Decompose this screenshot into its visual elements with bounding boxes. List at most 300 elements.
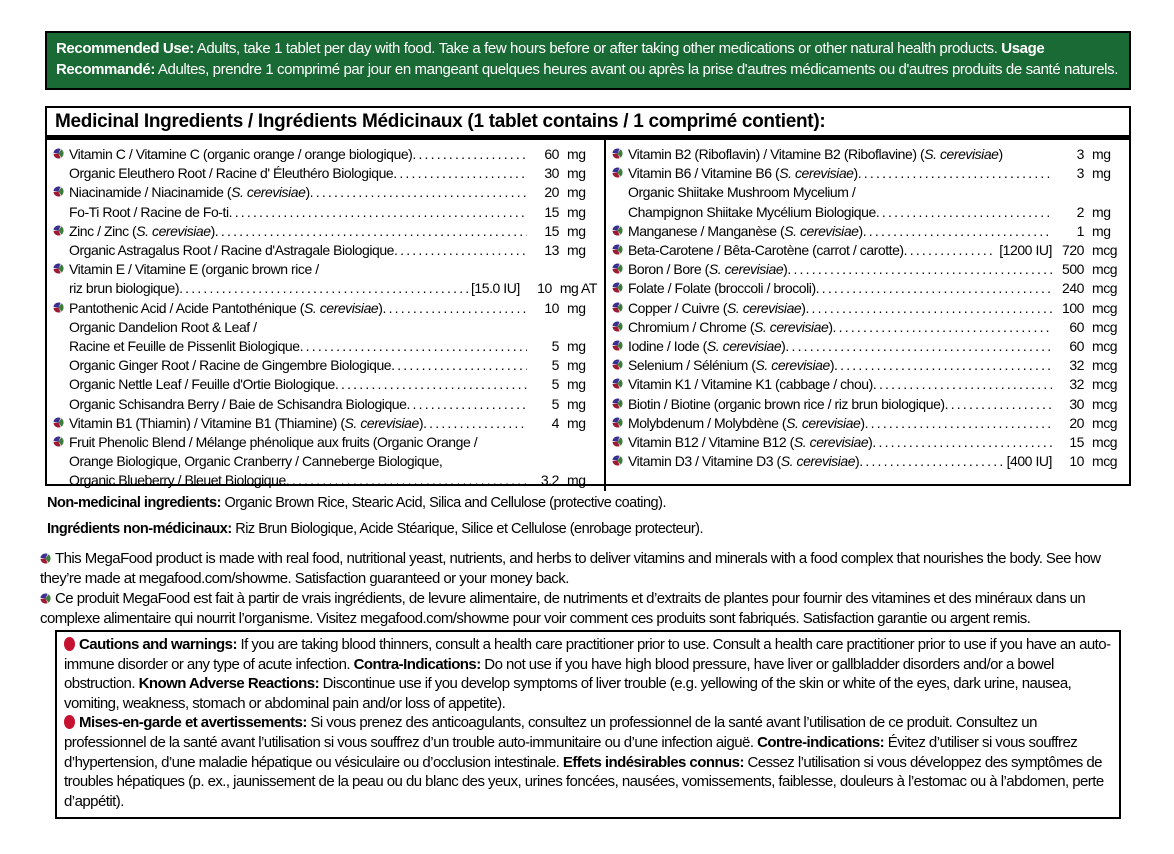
dot-leader xyxy=(865,414,1052,433)
ingredient-name xyxy=(628,395,945,414)
text-run: ) xyxy=(868,434,873,451)
megafood-flower-icon xyxy=(612,244,623,255)
text-run: Copper / Cuivre ( xyxy=(628,299,727,316)
ingredient-column-right xyxy=(604,140,1129,491)
megafood-flower-icon xyxy=(53,417,64,428)
text-run: Vitamin E / Vitamine E (organic brown rice / xyxy=(69,261,319,278)
text-run: Mises-en-garde et avertissements: xyxy=(79,714,307,732)
ingredient-name xyxy=(69,452,442,471)
text-run: Zinc / Zinc ( xyxy=(69,222,137,239)
recommended-use-fr-label: Usage Recommandé: xyxy=(56,40,1045,78)
ingredient-unit: mg xyxy=(567,165,586,182)
caution-paragraph xyxy=(64,635,1112,713)
ingredient-row xyxy=(612,203,1122,222)
ingredient-row xyxy=(53,395,597,414)
text-run: Ce produit MegaFood est fait à partir de vrais ingrédients, de levure alimentaire, de nutriments et d’extraits de plantes pour fournir des vitamines et des minéraux dans un complexe alimentaire qui nourrit l’organisme. Visitez megafood.com/showme pour voir comment ces produits sont fabriqués. Satisfaction garantie ou argent remis. xyxy=(40,590,1086,627)
ingredient-amount: 5 xyxy=(551,338,559,355)
ingredient-unit: mg xyxy=(1092,203,1111,220)
ingredient-unit: mg xyxy=(567,222,586,239)
row-icon-gutter xyxy=(612,452,628,471)
non-medicinal-en xyxy=(47,495,1137,511)
ingredient-unit: mg xyxy=(1092,146,1111,162)
row-icon-gutter xyxy=(53,222,69,241)
ingredient-name xyxy=(69,260,319,279)
ingredient-name xyxy=(628,260,787,279)
text-run: Si vous prenez des anticoagulants, consultez un professionnel de la santé avant l’utilisation de ce produit. Consultez un professionnel de la santé avant l’utilisation si vous souffrez d’un trouble auto-immunitaire ou d’une infection aiguë. xyxy=(64,714,1037,751)
text-run: Biotin / Biotine (organic brown rice / riz brun biologique) xyxy=(628,395,945,412)
ingredient-amount: 2 xyxy=(1076,203,1084,220)
text-run: Folate / Folate (broccoli / brocoli) xyxy=(628,280,816,297)
megafood-flower-icon xyxy=(612,225,623,236)
text-run: ) xyxy=(210,222,215,239)
megafood-flower-icon xyxy=(612,321,623,332)
dot-leader xyxy=(873,375,1052,394)
iu-bracket-value: [1200 IU] xyxy=(999,242,1052,259)
row-icon-gutter xyxy=(53,145,69,164)
ingredient-row xyxy=(612,222,1122,241)
megafood-flower-icon xyxy=(53,436,64,447)
row-icon-gutter xyxy=(53,433,69,452)
ingredient-row xyxy=(53,145,597,164)
ingredient-name xyxy=(628,145,1003,164)
ingredient-unit: mcg xyxy=(1092,434,1118,451)
text-run: Organic Dandelion Root & Leaf / xyxy=(69,318,257,335)
recommended-use-fr-text: Adultes, prendre 1 comprimé par jour en mangeant quelques heures avant ou après la prise d'autres médicaments ou d'autres produits de santé naturels. xyxy=(154,60,1118,78)
text-run: ) xyxy=(801,299,806,316)
ingredient-row xyxy=(612,452,1122,471)
ingredient-row xyxy=(53,337,597,356)
ingredient-name xyxy=(628,433,872,452)
ingredient-name xyxy=(69,375,335,394)
ingredient-name xyxy=(628,452,859,471)
row-icon-gutter xyxy=(53,183,69,202)
dot-leader xyxy=(300,337,527,356)
ingredient-name xyxy=(69,337,300,356)
dot-leader xyxy=(876,203,1052,222)
text-run: Organic Shiitake Mushroom Mycelium / xyxy=(628,184,856,201)
megafood-flower-icon xyxy=(612,455,623,466)
ingredient-row xyxy=(612,337,1122,356)
dot-leader xyxy=(872,433,1052,452)
text-run: S. cerevisiae xyxy=(786,414,861,431)
dot-leader xyxy=(787,260,1052,279)
ingredient-unit: mcg xyxy=(1092,280,1118,297)
row-icon-gutter xyxy=(53,260,69,279)
medicinal-ingredients-panel xyxy=(45,106,1131,489)
dot-leader xyxy=(179,279,468,298)
ingredient-unit: mg xyxy=(567,146,586,162)
dot-leader xyxy=(816,279,1052,298)
row-icon-gutter xyxy=(612,241,628,260)
ingredient-unit: mcg xyxy=(1092,261,1118,278)
ingredient-amount: 20 xyxy=(1069,414,1084,431)
ingredient-unit: mcg xyxy=(1092,357,1118,374)
ingredient-row xyxy=(612,299,1122,318)
row-icon-gutter xyxy=(612,279,628,298)
text-run: Orange Biologique, Organic Cranberry / Canneberge Biologique, xyxy=(69,453,443,470)
text-run: Fruit Phenolic Blend / Mélange phénolique aux fruits (Organic Orange / xyxy=(69,434,478,451)
text-run: Manganese / Manganèse ( xyxy=(628,222,785,239)
non-medicinal-fr-text: Riz Brun Biologique, Acide Stéarique, Silice et Cellulose (enrobage protecteur). xyxy=(231,521,703,537)
text-run: ) xyxy=(781,338,786,355)
dot-leader xyxy=(904,241,997,260)
ingredient-amount: 1 xyxy=(1076,222,1084,239)
text-run: ) xyxy=(305,184,310,201)
ingredient-unit: mcg xyxy=(1092,299,1118,316)
ingredient-name xyxy=(69,241,394,260)
ingredient-row xyxy=(612,164,1122,183)
ingredient-amount: 3.2 xyxy=(540,472,559,489)
ingredient-unit: mg xyxy=(567,395,586,412)
text-run: Contre-indications: xyxy=(757,733,885,751)
ingredient-row xyxy=(612,414,1122,433)
ingredient-unit: mg AT xyxy=(559,280,597,297)
ingredient-amount: 32 xyxy=(1069,357,1084,374)
megafood-note xyxy=(40,589,1140,628)
dot-leader xyxy=(833,318,1052,337)
dot-leader xyxy=(382,299,527,318)
ingredient-unit: mg xyxy=(567,184,586,201)
non-medicinal-fr xyxy=(47,521,1137,537)
ingredient-name xyxy=(69,203,229,222)
row-icon-gutter xyxy=(612,145,628,164)
text-run: Vitamin B2 (Riboflavin) / Vitamine B2 (Riboflavine) ( xyxy=(628,146,925,162)
text-run: Vitamin D3 / Vitamine D3 ( xyxy=(628,453,781,470)
ingredient-amount: 240 xyxy=(1061,280,1084,297)
ingredient-row xyxy=(612,433,1122,452)
text-run: Chromium / Chrome ( xyxy=(628,318,755,335)
text-run: Organic Eleuthero Root / Racine d' Éleuthéro Biologique xyxy=(69,165,394,182)
iu-bracket-value: [15.0 IU] xyxy=(470,280,520,297)
ingredient-amount: 60 xyxy=(1069,318,1084,335)
ingredient-unit: mg xyxy=(1092,222,1111,239)
ingredient-name xyxy=(628,337,785,356)
ingredient-amount: 15 xyxy=(544,222,559,239)
dot-leader xyxy=(805,299,1052,318)
ingredient-unit: mg xyxy=(567,376,586,393)
row-icon-gutter xyxy=(612,318,628,337)
ingredient-name xyxy=(628,164,858,183)
ingredient-row xyxy=(612,375,1122,394)
ingredient-amount: 15 xyxy=(544,203,559,220)
dot-leader xyxy=(391,356,527,375)
dot-leader xyxy=(229,203,527,222)
dot-leader xyxy=(785,337,1052,356)
text-run: riz brun biologique) xyxy=(69,280,180,297)
megafood-flower-icon xyxy=(612,378,623,389)
ingredient-name xyxy=(69,433,477,452)
dot-leader xyxy=(859,452,1003,471)
ingredient-name xyxy=(628,375,873,394)
megafood-flower-icon xyxy=(53,263,64,274)
text-run: Beta-Carotene / Bêta-Carotène (carrot / carotte) xyxy=(628,242,904,259)
megafood-flower-icon xyxy=(53,225,64,236)
dot-leader xyxy=(310,183,527,202)
ingredient-unit: mg xyxy=(567,338,586,355)
dot-leader xyxy=(412,145,527,164)
ingredient-row xyxy=(612,241,1122,260)
text-run: S. cerevisiae xyxy=(754,318,829,335)
ingredient-name xyxy=(69,395,406,414)
ingredient-row xyxy=(612,395,1122,414)
ingredient-name xyxy=(628,203,876,222)
text-run: Organic Schisandra Berry / Baie de Schisandra Biologique xyxy=(69,395,407,412)
ingredient-unit: mg xyxy=(567,414,586,431)
ingredient-column-left xyxy=(47,140,604,491)
megafood-flower-icon xyxy=(612,282,623,293)
megafood-flower-icon xyxy=(53,148,64,159)
text-run: S. cerevisiae xyxy=(136,222,211,239)
megafood-flower-icon xyxy=(612,302,623,313)
megafood-flower-icon xyxy=(612,436,623,447)
text-run: ) xyxy=(828,318,833,335)
ingredient-unit: mg xyxy=(567,299,586,316)
recommended-use-en xyxy=(56,40,998,57)
text-run: Iodine / Iode ( xyxy=(628,338,707,355)
ingredient-unit: mg xyxy=(567,472,586,489)
ingredient-row xyxy=(53,318,597,337)
text-run: Molybdenum / Molybdène ( xyxy=(628,414,787,431)
ingredient-name xyxy=(69,183,310,202)
ingredient-name xyxy=(628,183,855,202)
iu-bracket-value: [400 IU] xyxy=(1006,453,1052,470)
ingredient-row xyxy=(53,356,597,375)
row-icon-gutter xyxy=(612,395,628,414)
warning-bullet-icon xyxy=(64,715,75,729)
megafood-flower-icon xyxy=(612,148,623,159)
dot-leader xyxy=(394,241,527,260)
caution-paragraph xyxy=(64,713,1112,811)
megafood-note xyxy=(40,549,1140,588)
ingredient-row xyxy=(53,299,597,318)
ingredient-unit: mg xyxy=(567,242,586,259)
dot-leader xyxy=(945,395,1052,414)
ingredient-amount: 30 xyxy=(544,165,559,182)
text-run: Organic Ginger Root / Racine de Gingembre Biologique xyxy=(69,357,392,374)
ingredient-name xyxy=(628,299,805,318)
megafood-flower-icon xyxy=(612,417,623,428)
cautions-box xyxy=(55,630,1121,819)
text-run: If you are taking blood thinners, consult a health care practitioner prior to use. Consult a health care practitioner prior to use if you have an auto-immune disorder or any type of acute infection. xyxy=(64,636,1111,673)
ingredient-name xyxy=(69,279,179,298)
ingredient-row xyxy=(53,471,597,490)
ingredient-unit: mg xyxy=(567,203,586,220)
ingredient-name xyxy=(69,318,257,337)
text-run: Pantothenic Acid / Acide Pantothénique ( xyxy=(69,299,304,316)
ingredient-amount: 5 xyxy=(551,395,559,412)
text-run: S. cerevisiae xyxy=(726,299,802,316)
text-run: ) xyxy=(829,357,835,374)
text-run: S. cerevisiae xyxy=(779,165,854,182)
text-run: Vitamin B1 (Thiamin) / Vitamine B1 (Thiamine) ( xyxy=(69,414,345,431)
text-run: S. cerevisiae xyxy=(755,357,830,374)
ingredient-name xyxy=(69,471,286,490)
dot-leader xyxy=(406,395,527,414)
row-icon-gutter xyxy=(612,414,628,433)
ingredient-row xyxy=(53,433,597,452)
row-icon-gutter xyxy=(612,356,628,375)
text-run: ) xyxy=(853,165,858,182)
text-run: S. cerevisiae xyxy=(924,146,999,162)
ingredient-row xyxy=(612,279,1122,298)
row-icon-gutter xyxy=(612,222,628,241)
ingredient-name xyxy=(628,356,834,375)
text-run: S. cerevisiae xyxy=(231,184,306,201)
megafood-flower-icon xyxy=(53,186,64,197)
text-run: Contra-Indications: xyxy=(353,655,481,673)
megafood-flower-icon xyxy=(612,340,623,351)
text-run: S. cerevisiae xyxy=(344,414,419,431)
row-icon-gutter xyxy=(612,337,628,356)
recommended-use-banner xyxy=(45,31,1131,90)
medicinal-ingredients-title: Medicinal Ingredients / Ingrédients Médicinaux (1 tablet contains / 1 comprimé contient): xyxy=(55,111,826,132)
ingredient-name xyxy=(628,222,863,241)
ingredient-row xyxy=(53,375,597,394)
ingredient-unit: mcg xyxy=(1092,414,1118,431)
megafood-flower-icon xyxy=(53,302,64,313)
ingredient-unit: mcg xyxy=(1092,453,1118,470)
ingredient-amount: 10 xyxy=(537,280,552,297)
text-run: ) xyxy=(378,299,383,316)
non-medicinal-en-label: Non-medicinal ingredients: xyxy=(47,495,221,511)
row-icon-gutter xyxy=(612,433,628,452)
megafood-flower-icon xyxy=(40,553,51,564)
recommended-use-en-label: Recommended Use: xyxy=(56,40,194,57)
ingredient-amount: 30 xyxy=(1069,395,1084,412)
text-run: Organic Nettle Leaf / Feuille d'Ortie Biologique xyxy=(69,376,335,393)
ingredient-amount: 60 xyxy=(544,146,559,162)
text-run: ) xyxy=(855,453,860,470)
ingredient-row xyxy=(53,452,597,471)
ingredient-amount: 15 xyxy=(1069,434,1084,451)
ingredient-row xyxy=(53,414,597,433)
dot-leader xyxy=(215,222,527,241)
dot-leader xyxy=(834,356,1052,375)
ingredient-row xyxy=(53,260,597,279)
megafood-flower-icon xyxy=(612,398,623,409)
ingredient-name xyxy=(628,414,865,433)
ingredient-name xyxy=(69,164,393,183)
text-run: Known Adverse Reactions: xyxy=(138,675,320,693)
text-run: Racine et Feuille de Pissenlit Biologique xyxy=(69,338,300,355)
text-run: ) xyxy=(783,261,788,278)
ingredient-amount: 13 xyxy=(544,242,559,259)
text-run: Effets indésirables connus: xyxy=(562,753,744,771)
text-run: S. cerevisiae xyxy=(706,338,782,355)
ingredient-name xyxy=(69,414,423,433)
ingredient-name xyxy=(628,279,816,298)
ingredient-amount: 10 xyxy=(1069,453,1084,470)
dot-leader xyxy=(863,222,1052,241)
ingredient-unit: mcg xyxy=(1092,376,1118,393)
ingredient-amount: 60 xyxy=(1069,338,1084,355)
dot-leader xyxy=(286,471,527,490)
text-run: S. cerevisiae xyxy=(780,453,856,470)
megafood-flower-icon xyxy=(40,593,51,604)
ingredient-amount: 500 xyxy=(1061,261,1084,278)
ingredient-unit: mcg xyxy=(1092,242,1118,259)
row-icon-gutter xyxy=(612,260,628,279)
ingredient-unit: mcg xyxy=(1092,395,1118,412)
ingredient-unit: mcg xyxy=(1092,318,1118,335)
text-run: Do not use if you have high blood pressure, have liver or gallbladder disorders and/or a bowel obstruction. xyxy=(64,655,1054,693)
dot-leader xyxy=(335,375,527,394)
ingredient-row xyxy=(53,183,597,202)
ingredient-name xyxy=(628,318,833,337)
ingredient-row xyxy=(612,183,1122,202)
text-run: Organic Astragalus Root / Racine d'Astragale Biologique xyxy=(69,242,395,259)
ingredient-row xyxy=(53,164,597,183)
megafood-notes xyxy=(40,549,1140,629)
text-run: Selenium / Sélénium ( xyxy=(628,357,756,374)
text-run: Vitamin B12 / Vitamine B12 ( xyxy=(628,434,794,451)
text-run: Champignon Shiitake Mycélium Biologique xyxy=(628,203,876,220)
ingredient-amount: 10 xyxy=(544,299,559,316)
dot-leader xyxy=(393,164,527,183)
ingredient-unit: mg xyxy=(1092,165,1111,182)
ingredient-name xyxy=(628,241,904,260)
ingredient-amount: 4 xyxy=(551,414,559,431)
row-icon-gutter xyxy=(612,164,628,183)
ingredient-row xyxy=(612,260,1122,279)
ingredient-row xyxy=(612,145,1122,164)
dot-leader xyxy=(423,414,527,433)
ingredient-amount: 720 xyxy=(1061,242,1084,259)
row-icon-gutter xyxy=(53,299,69,318)
text-run: Discontinue use if you develop symptoms of liver trouble (e.g. yellowing of the skin or white of the eyes, dark urine, nausea, vomiting, weakness, stomach or abdominal pain and/or loss of appetite). xyxy=(64,675,1072,712)
text-run: Vitamin B6 / Vitamine B6 ( xyxy=(628,165,780,182)
ingredient-amount: 3 xyxy=(1076,165,1084,182)
row-icon-gutter xyxy=(612,299,628,318)
text-run: Fo-Ti Root / Racine de Fo-ti xyxy=(69,203,229,220)
ingredient-row xyxy=(53,279,597,298)
text-run: This MegaFood product is made with real food, nutritional yeast, nutrients, and herbs to deliver vitamins and minerals with a food complex that nourishes the body. See how they’re made at megafood.com/showme. Satisfaction guaranteed or your money back. xyxy=(40,550,1101,587)
non-medicinal-fr-label: Ingrédients non-médicinaux: xyxy=(47,521,232,537)
text-run: Vitamin K1 / Vitamine K1 (cabbage / chou) xyxy=(628,376,873,393)
ingredient-unit: mg xyxy=(567,357,586,374)
text-run: ) xyxy=(998,146,1003,162)
text-run: S. cerevisiae xyxy=(784,222,859,239)
ingredient-name xyxy=(69,299,382,318)
megafood-flower-icon xyxy=(612,359,623,370)
row-icon-gutter xyxy=(612,375,628,394)
megafood-flower-icon xyxy=(612,263,623,274)
recommended-use-en-text: Adults, take 1 tablet per day with food. Take a few hours before or after taking other medications or other natural health products. xyxy=(193,40,998,57)
row-icon-gutter xyxy=(53,414,69,433)
non-medicinal-en-text: Organic Brown Rice, Stearic Acid, Silica and Cellulose (protective coating). xyxy=(220,495,666,511)
ingredient-name xyxy=(69,222,215,241)
text-run: Boron / Bore ( xyxy=(628,261,709,278)
ingredient-amount: 5 xyxy=(551,376,559,393)
text-run: S. cerevisiae xyxy=(303,299,379,316)
ingredient-name xyxy=(69,145,412,164)
dot-leader xyxy=(858,164,1052,183)
text-run: Niacinamide / Niacinamide ( xyxy=(69,184,232,201)
ingredient-unit: mcg xyxy=(1092,338,1118,355)
ingredient-columns xyxy=(47,140,1129,491)
text-run: ) xyxy=(418,414,424,431)
ingredient-amount: 100 xyxy=(1061,299,1084,316)
ingredient-row xyxy=(53,222,597,241)
ingredient-amount: 5 xyxy=(551,357,559,374)
text-run: Évitez d’utiliser si vous souffrez d’hypertension, d’une maladie hépatique ou vésiculaire ou d’occlusion intestinale. xyxy=(64,733,1078,771)
ingredient-row xyxy=(53,241,597,260)
text-run: Cautions and warnings: xyxy=(79,636,237,653)
ingredient-amount: 20 xyxy=(544,184,559,201)
text-run: Organic Blueberry / Bleuet Biologique xyxy=(69,472,286,489)
ingredient-row xyxy=(53,203,597,222)
ingredient-row xyxy=(612,356,1122,375)
